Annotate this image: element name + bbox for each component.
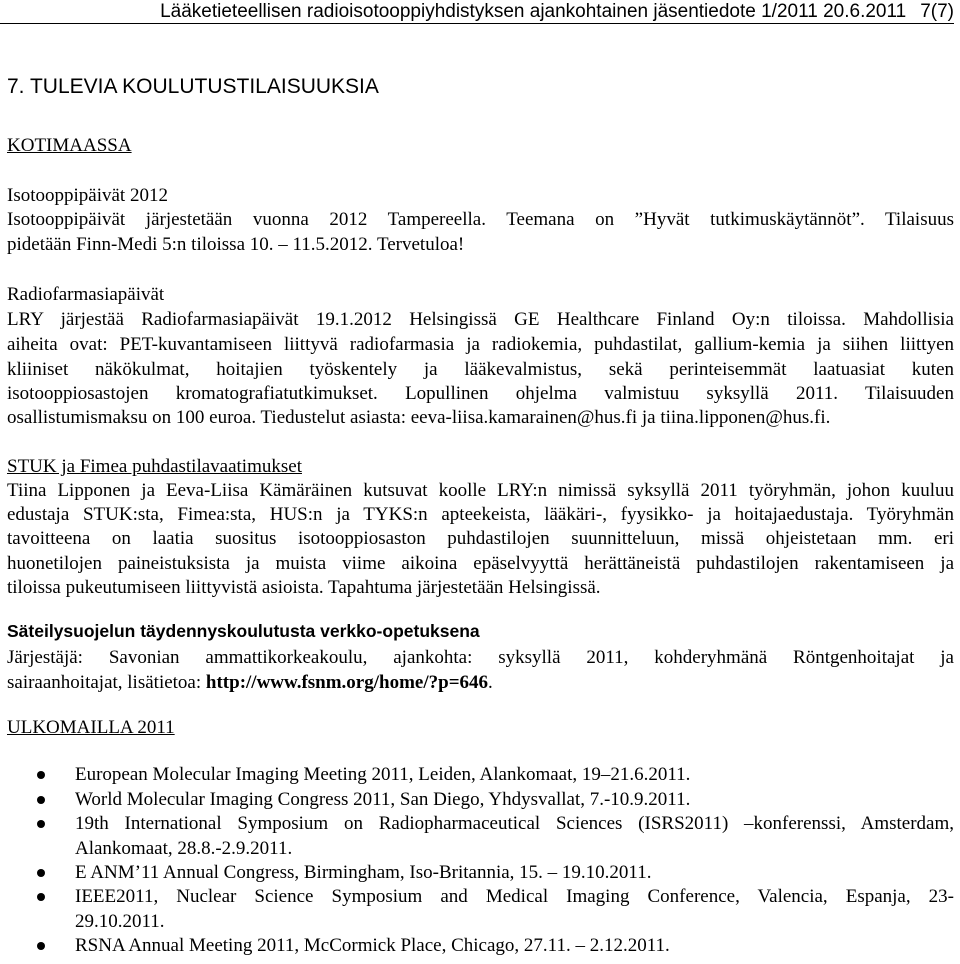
training-info-link[interactable]: http://www.fsnm.org/home/?p=646 (205, 672, 489, 693)
page-header (0, 0, 954, 24)
stuk-fimea-line: huonetilojen paineistuksista ja muista viime aikoina epäselvyyttä herättäneistä puhdastilojen rakentamiseen ja (7, 553, 954, 574)
abroad-event-line: IEEE2011, Nuclear Science Symposium and Medical Imaging Conference, Valencia, Espanja, 23- (75, 886, 954, 907)
abroad-event-line: 29.10.2011. (75, 911, 165, 932)
bullet-dot (37, 771, 45, 779)
abroad-event-line: RSNA Annual Meeting 2011, McCormick Place, Chicago, 27.11. – 2.12.2011. (75, 935, 670, 956)
abroad-event-line: World Molecular Imaging Congress 2011, San Diego, Yhdysvallat, 7.-10.9.2011. (75, 789, 691, 810)
section-title: 7. TULEVIA KOULUTUSTILAISUUKSIA (7, 75, 379, 98)
isotope-days-line: Isotooppipäivät järjestetään vuonna 2012 Tampereella. Teemana on ”Hyvät tutkimuskäytännöt”. Tilaisuus (7, 209, 954, 230)
stuk-fimea-title: STUK ja Fimea puhdastilavaatimukset (7, 456, 302, 477)
isotope-days-title: Isotooppipäivät 2012 (7, 185, 168, 206)
page-number: 7(7) (920, 1, 954, 22)
stuk-fimea-line: Tiina Lipponen ja Eeva-Liisa Kämäräinen kutsuvat koolle LRY:n nimissä syksyllä 2011 työryhmän, johon kuuluu (7, 480, 954, 501)
radiation-training-line: Järjestäjä: Savonian ammattikorkeakoulu, ajankohta: syksyllä 2011, kohderyhmänä Röntgenhoitajat ja (7, 647, 954, 668)
radiation-training-text: . (488, 672, 493, 693)
radiopharmacy-days-line: kliiniset näkökulmat, hoitajien työskentely ja lääkevalmistus, sekä perinteisemmät laatuasiat kuten (7, 359, 954, 380)
radiopharmacy-days-line: aiheita ovat: PET-kuvantamiseen liittyvä radiofarmasia ja radiokemia, puhdastilat, gallium-kemia ja siihen liittyen (7, 334, 954, 355)
stuk-fimea-line: tavoitteena on laatia suositus isotooppiosaston puhdastilojen suunnitteluun, missä ohjeistetaan mm. eri (7, 528, 954, 549)
bullet-dot (37, 942, 45, 950)
abroad-event-line: European Molecular Imaging Meeting 2011, Leiden, Alankomaat, 19–21.6.2011. (75, 764, 691, 785)
radiation-training-text: sairaanhoitajat, lisätietoa: (7, 672, 206, 693)
radiation-training-title: Säteilysuojelun täydennyskoulutusta verkko-opetuksena (7, 621, 480, 641)
bullet-dot (37, 869, 45, 877)
bullet-dot (37, 820, 45, 828)
bullet-dot (37, 796, 45, 804)
isotope-days-line: pidetään Finn-Medi 5:n tiloissa 10. – 11.5.2012. Tervetuloa! (7, 234, 465, 255)
radiopharmacy-days-line: isotooppiosastojen kromatografiatutkimukset. Lopullinen ohjelma valmistuu syksyllä 2011. Tilaisuuden (7, 383, 954, 404)
abroad-event-line: Alankomaat, 28.8.-2.9.2011. (75, 838, 293, 859)
radiopharmacy-days-line: osallistumismaksu on 100 euroa. Tiedustelut asiasta: eeva-liisa.kamarainen@hus.fi ja tiina.lipponen@hus.fi. (7, 407, 831, 428)
abroad-event-line: E ANM’11 Annual Congress, Birmingham, Iso-Britannia, 15. – 19.10.2011. (75, 862, 652, 883)
stuk-fimea-line: tiloissa pukeutumiseen liittyvistä asioista. Tapahtuma järjestetään Helsingissä. (7, 577, 601, 598)
domestic-heading: KOTIMAASSA (7, 135, 132, 156)
abroad-heading: ULKOMAILLA 2011 (7, 717, 175, 738)
header-text: Lääketieteellisen radioisotooppiyhdistyksen ajankohtainen jäsentiedote 1/2011 20.6.2011 (160, 1, 907, 22)
stuk-fimea-line: edustaja STUK:sta, Fimea:sta, HUS:n ja TYKS:n apteekeista, lääkäri-, fyysikko- ja hoitajaedustaja. Työryhmän (7, 504, 954, 525)
radiopharmacy-days-line: LRY järjestää Radiofarmasiapäivät 19.1.2012 Helsingissä GE Healthcare Finland Oy:n tiloissa. Mahdollisia (7, 309, 954, 330)
radiopharmacy-days-title: Radiofarmasiapäivät (7, 284, 165, 305)
radiation-training-line (7, 671, 493, 695)
bullet-dot (37, 893, 45, 901)
abroad-event-line: 19th International Symposium on Radiopharmaceutical Sciences (ISRS2011) –konferenssi, Amsterdam, (75, 813, 954, 834)
